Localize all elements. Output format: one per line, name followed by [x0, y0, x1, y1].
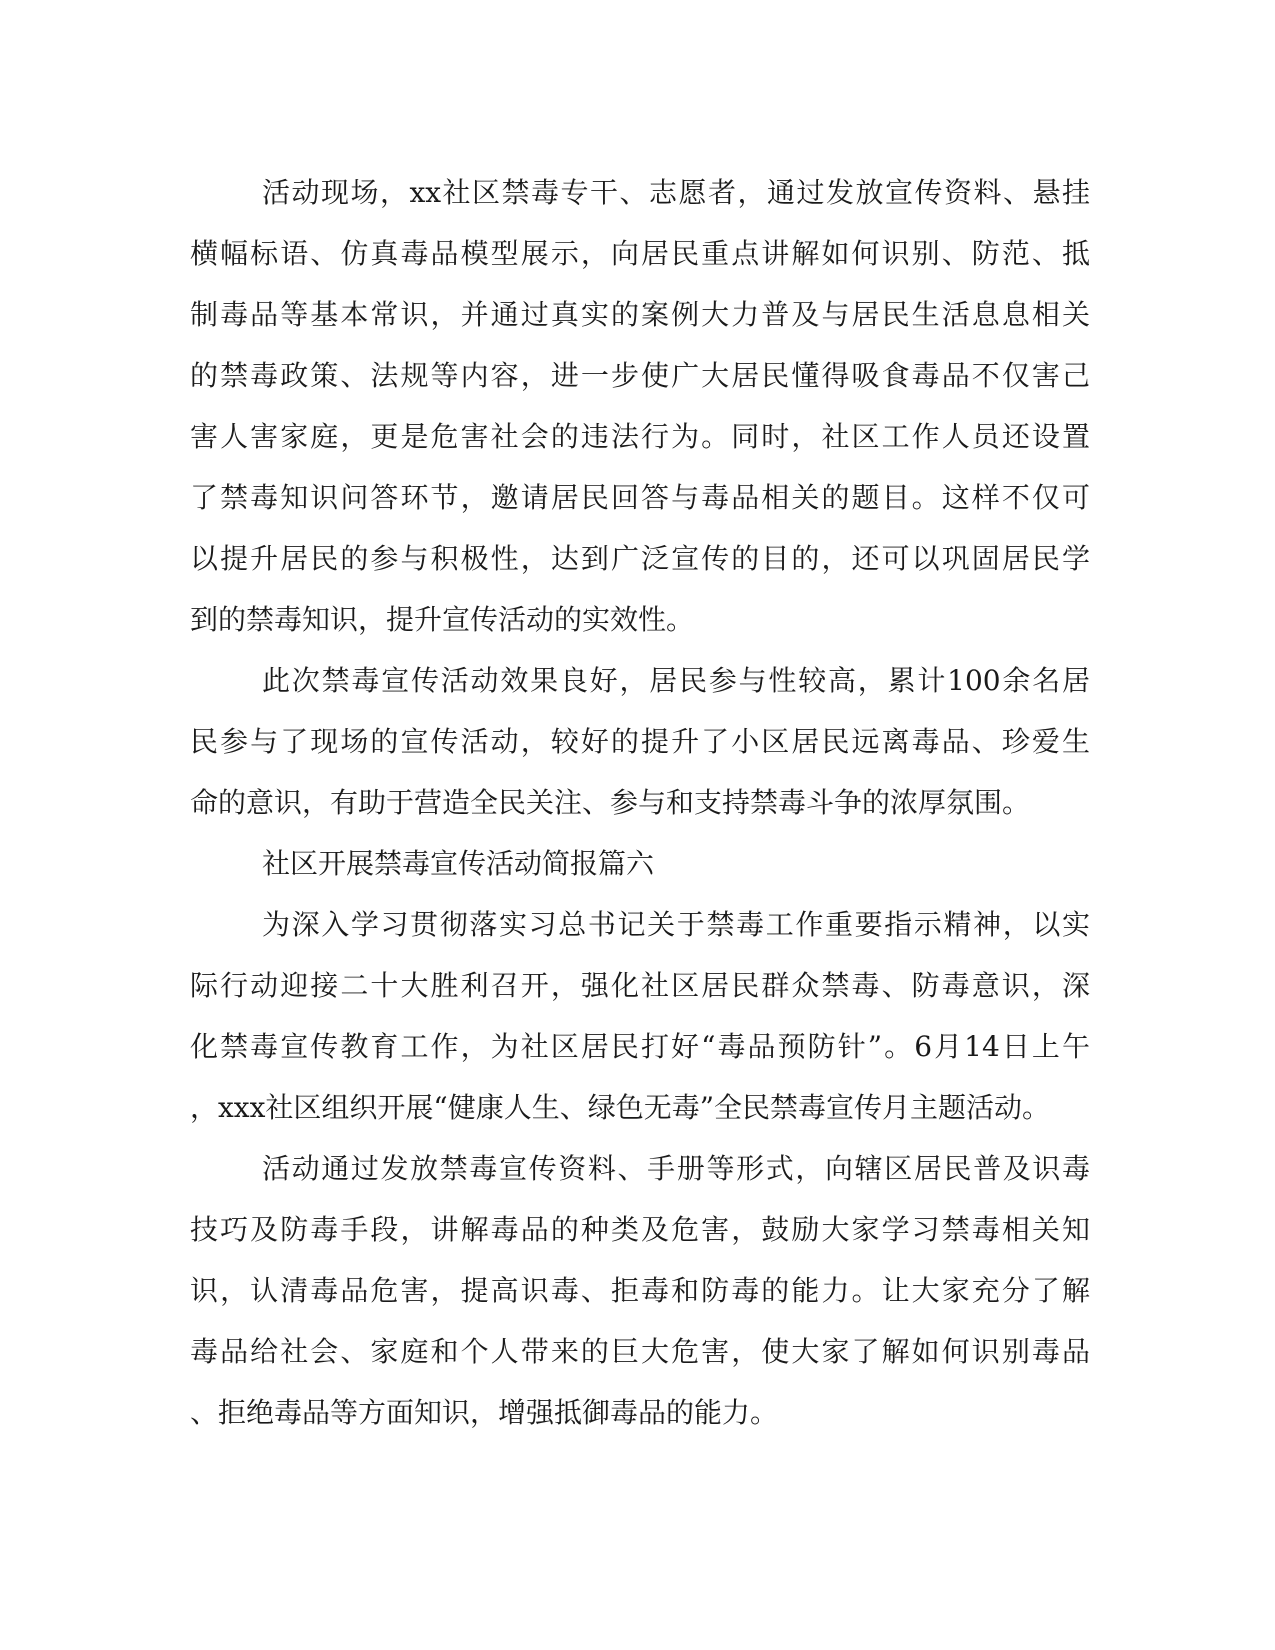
document-body [190, 162, 1090, 1443]
section-heading: 社区开展禁毒宣传活动简报篇六 [262, 847, 655, 880]
text-line: 化禁毒宣传教育工作，为社区居民打好“毒品预防针”。6月14日上午 [190, 1030, 1090, 1063]
text-line: 制毒品等基本常识，并通过真实的案例大力普及与居民生活息息相关 [190, 298, 1090, 331]
text-line: ，xxx社区组织开展“健康人生、绿色无毒”全民禁毒宣传月主题活动。 [190, 1091, 1051, 1124]
text-line: 了禁毒知识问答环节，邀请居民回答与毒品相关的题目。这样不仅可 [190, 481, 1090, 514]
text-line: 活动通过发放禁毒宣传资料、手册等形式，向辖区居民普及识毒 [262, 1152, 1090, 1185]
text-line: 活动现场，xx社区禁毒专干、志愿者，通过发放宣传资料、悬挂 [262, 176, 1090, 209]
text-line: 、拒绝毒品等方面知识，增强抵御毒品的能力。 [190, 1396, 779, 1429]
text-line: 横幅标语、仿真毒品模型展示，向居民重点讲解如何识别、防范、抵 [190, 237, 1090, 270]
text-line: 识，认清毒品危害，提高识毒、拒毒和防毒的能力。让大家充分了解 [190, 1274, 1090, 1307]
text-line: 以提升居民的参与积极性，达到广泛宣传的目的，还可以巩固居民学 [190, 542, 1090, 575]
text-line: 为深入学习贯彻落实习总书记关于禁毒工作重要指示精神，以实 [262, 908, 1090, 941]
text-line: 毒品给社会、家庭和个人带来的巨大危害，使大家了解如何识别毒品 [190, 1335, 1090, 1368]
text-line: 此次禁毒宣传活动效果良好，居民参与性较高，累计100余名居 [262, 664, 1090, 697]
text-line: 际行动迎接二十大胜利召开，强化社区居民群众禁毒、防毒意识，深 [190, 969, 1090, 1002]
text-line: 技巧及防毒手段，讲解毒品的种类及危害，鼓励大家学习禁毒相关知 [190, 1213, 1090, 1246]
text-line: 民参与了现场的宣传活动，较好的提升了小区居民远离毒品、珍爱生 [190, 725, 1090, 758]
text-line: 命的意识，有助于营造全民关注、参与和支持禁毒斗争的浓厚氛围。 [190, 786, 1031, 819]
text-line: 害人害家庭，更是危害社会的违法行为。同时，社区工作人员还设置 [190, 420, 1090, 453]
text-line: 到的禁毒知识，提升宣传活动的实效性。 [190, 603, 695, 636]
text-line: 的禁毒政策、法规等内容，进一步使广大居民懂得吸食毒品不仅害己 [190, 359, 1090, 392]
